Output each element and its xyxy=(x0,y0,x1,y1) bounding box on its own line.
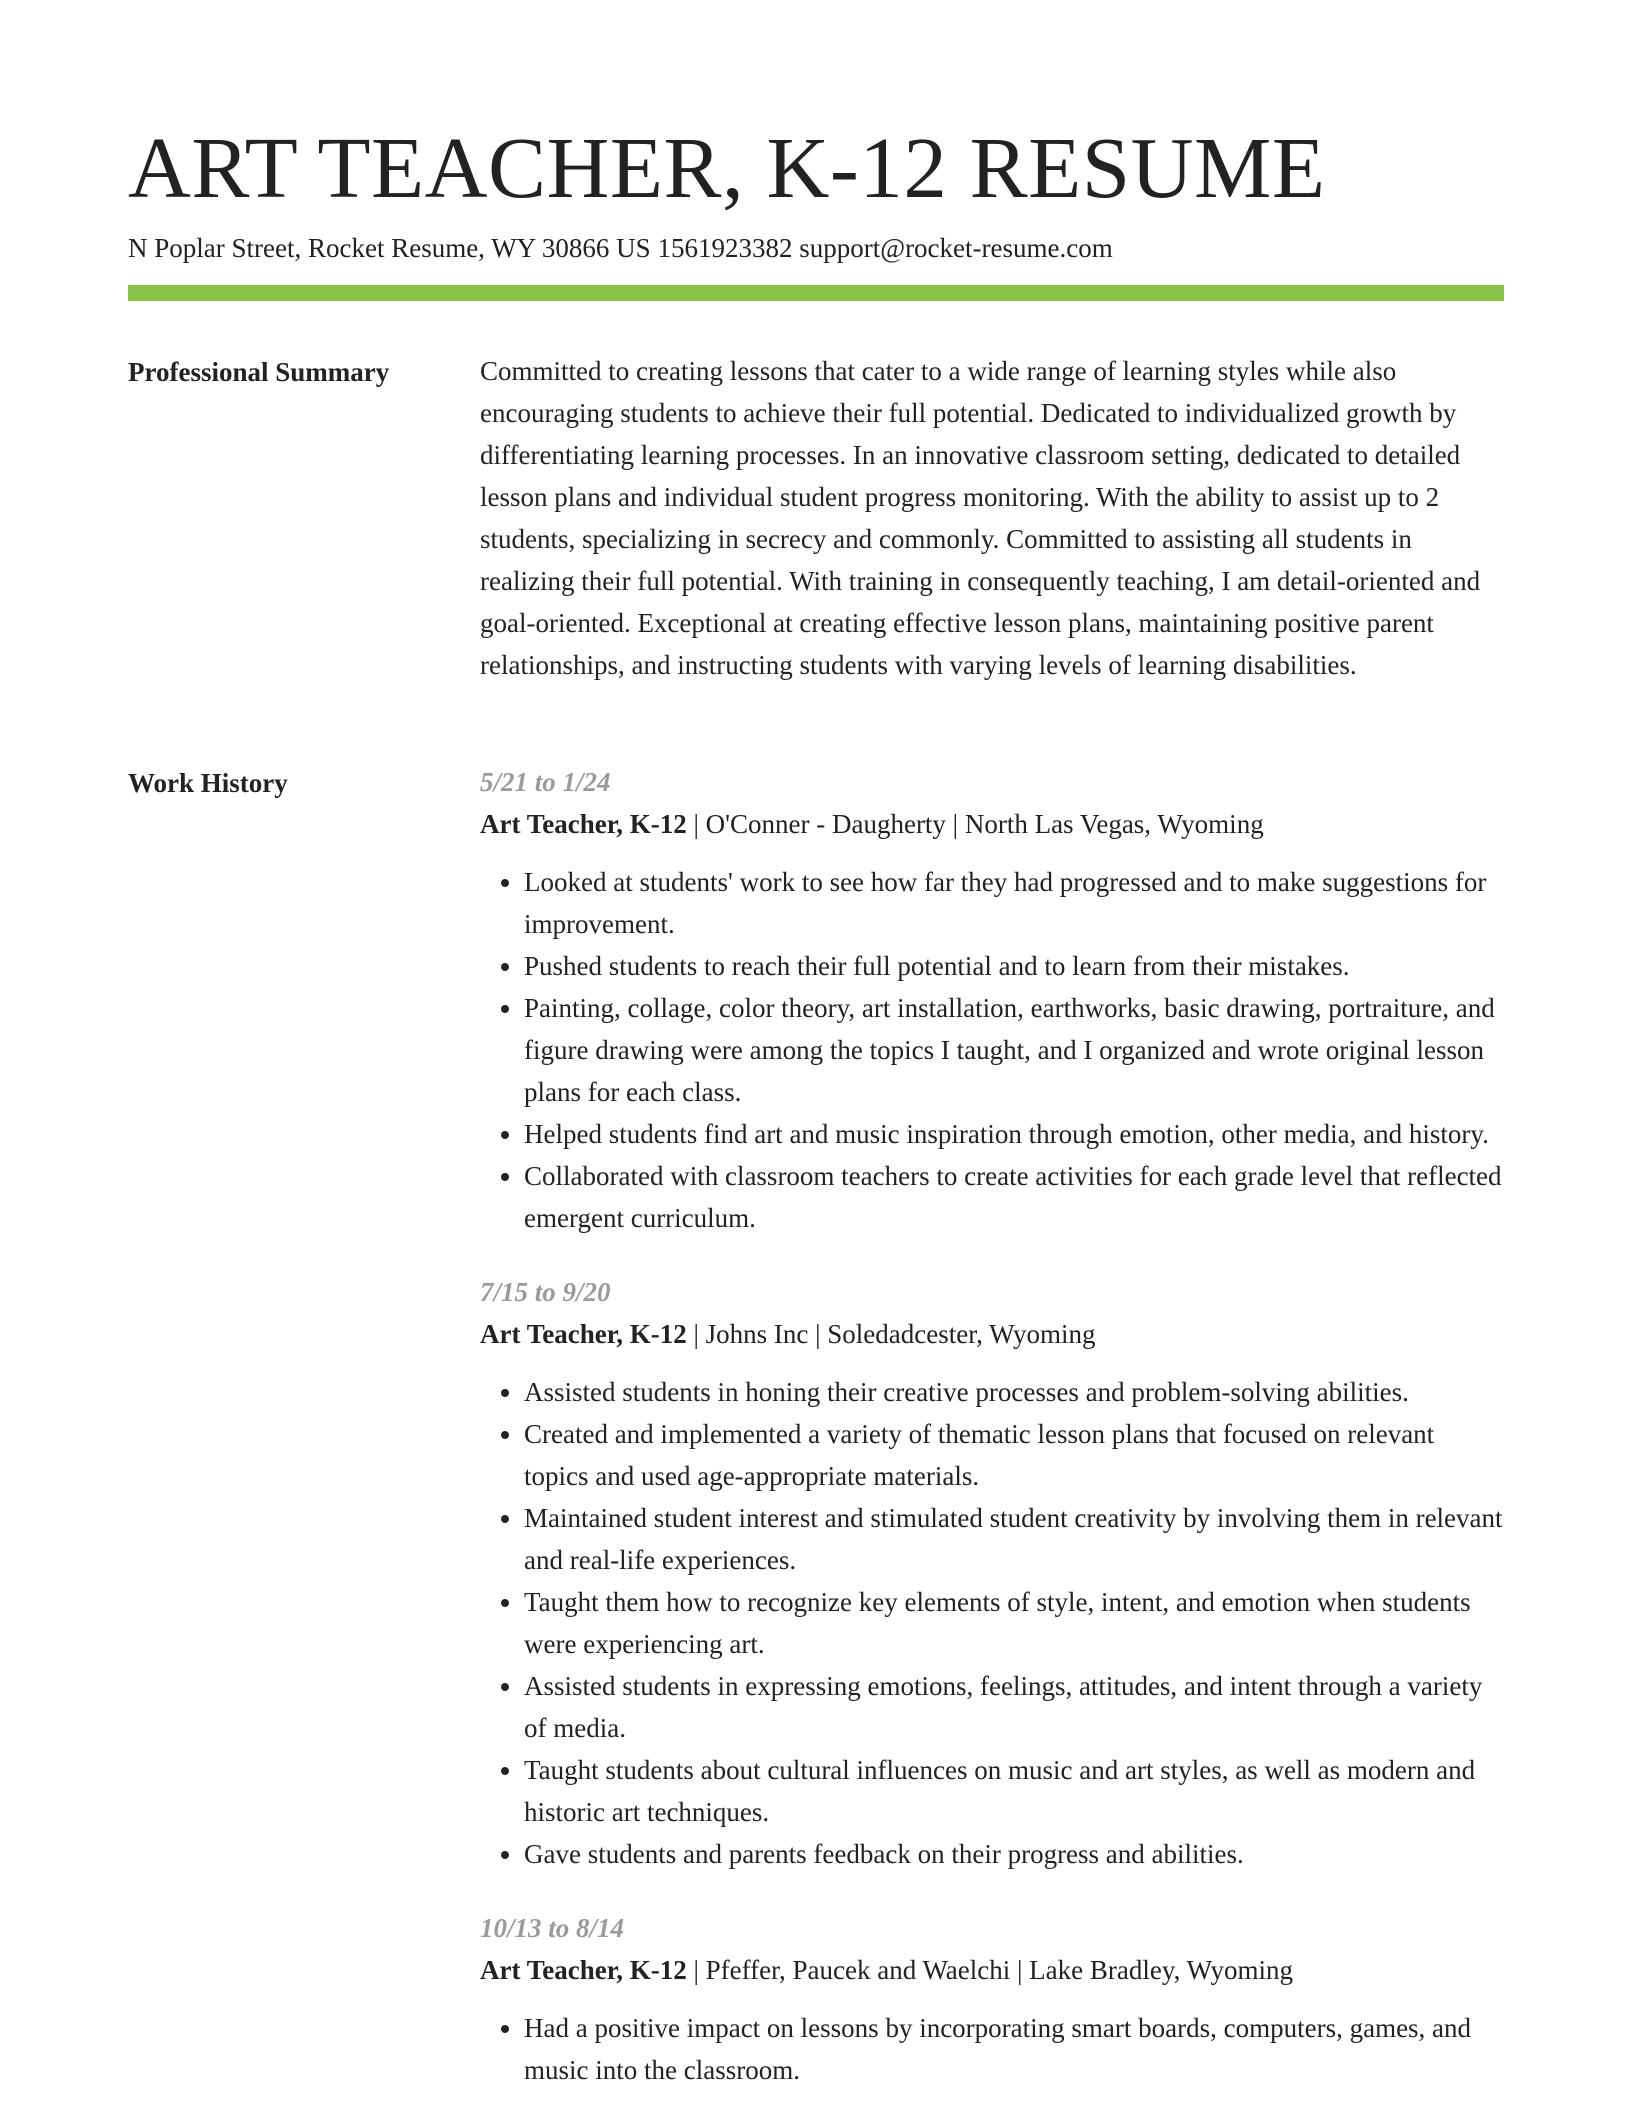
job-list xyxy=(480,761,1504,2091)
job-title: Art Teacher, K-12 xyxy=(480,809,687,839)
contact-line xyxy=(128,230,1113,266)
job-dates: 10/13 to 8/14 xyxy=(480,1913,625,1943)
job-bullet: • Taught students about cultural influences on music and art styles, as well as modern and historic art techniques. xyxy=(524,1749,1504,1833)
job-employer-location: | Johns Inc | Soledadcester, Wyoming xyxy=(686,1319,1096,1349)
job-bullet: • Collaborated with classroom teachers to create activities for each grade level that reflected emergent curriculum. xyxy=(524,1155,1504,1239)
job-title: Art Teacher, K-12 xyxy=(480,1319,687,1349)
job-heading xyxy=(480,1949,1504,1991)
work-history-heading: Work History xyxy=(128,768,288,798)
job-bullet: • Maintained student interest and stimulated student creativity by involving them in relevant and real-life experiences. xyxy=(524,1497,1504,1581)
job-bullet: • Helped students find art and music inspiration through emotion, other media, and history. xyxy=(524,1113,1504,1155)
job-title: Art Teacher, K-12 xyxy=(480,1955,687,1985)
job-employer-location: | Pfeffer, Paucek and Waelchi | Lake Bradley, Wyoming xyxy=(686,1955,1293,1985)
job-entry xyxy=(480,1271,1504,1875)
job-bullet: • Created and implemented a variety of thematic lesson plans that focused on relevant topics and used age-appropriate materials. xyxy=(524,1413,1504,1497)
work-history-section xyxy=(480,761,1504,2123)
contact-phone: 1561923382 xyxy=(657,233,793,263)
job-bullet-list xyxy=(480,861,1504,1239)
summary-text: Committed to creating lessons that cater to a wide range of learning styles while also encouraging students to achieve their full potential. Dedicated to individualized growth by differentiating learning processes. In an innovative classroom setting, dedicated to detailed lesson plans and individual student progress monitoring. With the ability to assist up to 2 students, specializing in secrecy and commonly. Committed to assisting all students in realizing their full potential. With training in consequently teaching, I am detail-oriented and goal-oriented. Exceptional at creating effective lesson plans, maintaining positive parent relationships, and instructing students with varying levels of learning disabilities. xyxy=(480,356,1481,680)
contact-address: N Poplar Street, Rocket Resume, WY 30866 US xyxy=(128,233,651,263)
header-divider xyxy=(128,285,1504,301)
job-dates: 5/21 to 1/24 xyxy=(480,767,611,797)
job-employer-location: | O'Conner - Daugherty | North Las Vegas, Wyoming xyxy=(686,809,1264,839)
summary-heading: Professional Summary xyxy=(128,357,390,387)
job-bullet-list xyxy=(480,1371,1504,1875)
job-bullet-list xyxy=(480,2007,1504,2091)
job-dates: 7/15 to 9/20 xyxy=(480,1277,611,1307)
job-entry xyxy=(480,1907,1504,2091)
job-bullet: • Pushed students to reach their full potential and to learn from their mistakes. xyxy=(524,945,1504,987)
job-heading xyxy=(480,803,1504,845)
job-bullet: • Looked at students' work to see how far they had progressed and to make suggestions for improvement. xyxy=(524,861,1504,945)
job-bullet: • Taught them how to recognize key elements of style, intent, and emotion when students were experiencing art. xyxy=(524,1581,1504,1665)
job-bullet: • Assisted students in expressing emotions, feelings, attitudes, and intent through a variety of media. xyxy=(524,1665,1504,1749)
job-entry xyxy=(480,761,1504,1239)
job-heading xyxy=(480,1313,1504,1355)
resume-title: ART TEACHER, K-12 RESUME xyxy=(128,119,1326,216)
job-bullet: • Gave students and parents feedback on their progress and abilities. xyxy=(524,1833,1504,1875)
job-bullet: • Had a positive impact on lessons by incorporating smart boards, computers, games, and music into the classroom. xyxy=(524,2007,1504,2091)
job-bullet: • Assisted students in honing their creative processes and problem-solving abilities. xyxy=(524,1371,1504,1413)
job-bullet: • Painting, collage, color theory, art installation, earthworks, basic drawing, portraiture, and figure drawing were among the topics I taught, and I organized and wrote original lesson plans for each class. xyxy=(524,987,1504,1113)
summary-section xyxy=(480,350,1504,686)
contact-email: support@rocket-resume.com xyxy=(799,233,1113,263)
